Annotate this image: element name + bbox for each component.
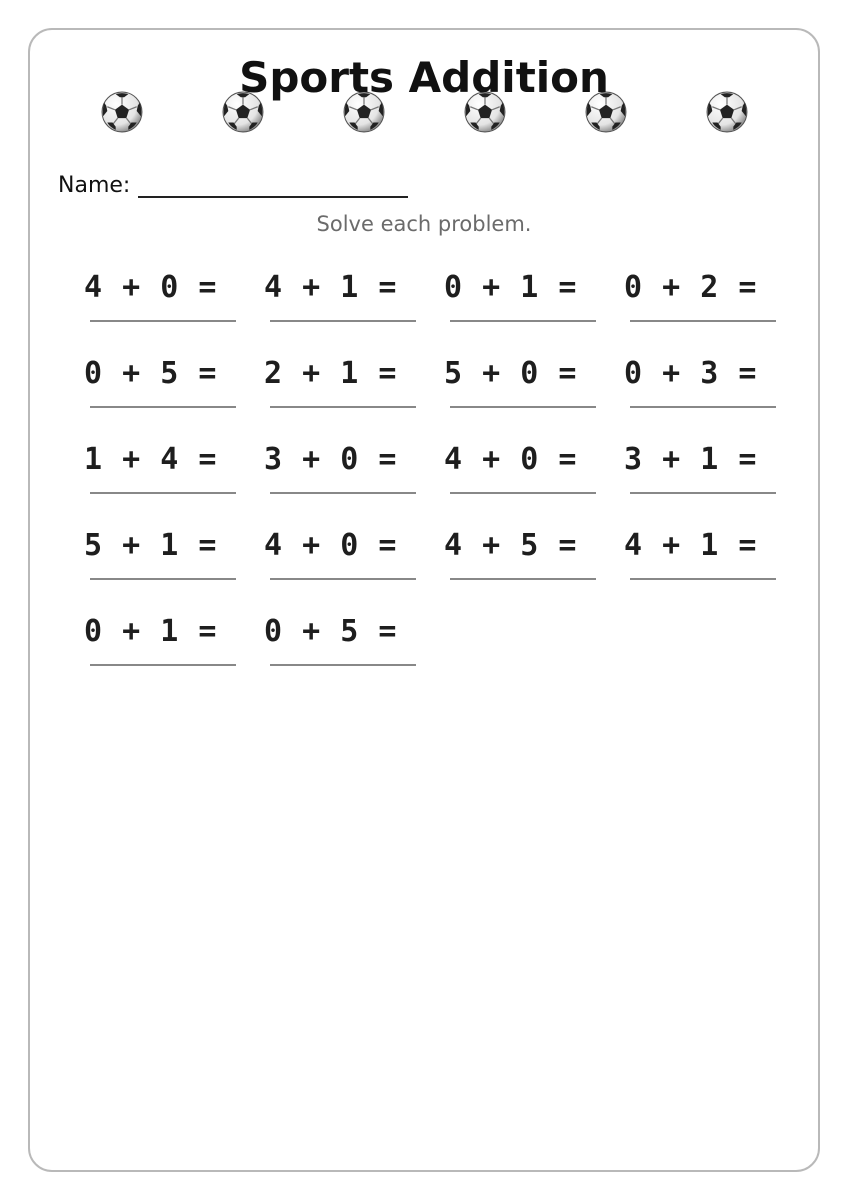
name-row — [58, 172, 408, 198]
answer-line[interactable] — [450, 492, 596, 494]
problem-equation: 5 + 1 = — [84, 528, 218, 563]
answer-line[interactable] — [90, 664, 236, 666]
problem-equation: 3 + 0 = — [264, 442, 398, 477]
answer-line[interactable] — [630, 578, 776, 580]
addition-problem — [84, 442, 234, 502]
problem-equation: 4 + 1 = — [624, 528, 758, 563]
worksheet-title: Sports Addition — [239, 53, 609, 102]
addition-problem — [84, 356, 234, 416]
answer-line[interactable] — [450, 320, 596, 322]
addition-problem — [264, 270, 414, 330]
worksheet-page — [28, 28, 820, 1172]
addition-problem — [444, 442, 594, 502]
problem-equation: 4 + 1 = — [264, 270, 398, 305]
problem-equation: 0 + 1 = — [444, 270, 578, 305]
answer-line[interactable] — [630, 492, 776, 494]
addition-problem — [624, 442, 774, 502]
answer-line[interactable] — [270, 492, 416, 494]
answer-line[interactable] — [270, 320, 416, 322]
answer-line[interactable] — [90, 492, 236, 494]
problem-equation: 0 + 1 = — [84, 614, 218, 649]
addition-problem — [624, 356, 774, 416]
answer-line[interactable] — [270, 406, 416, 408]
addition-problem — [84, 270, 234, 330]
answer-line[interactable] — [450, 406, 596, 408]
addition-problem — [84, 614, 234, 674]
addition-problem — [624, 528, 774, 588]
addition-problem — [264, 528, 414, 588]
problem-equation: 0 + 2 = — [624, 270, 758, 305]
answer-line[interactable] — [450, 578, 596, 580]
answer-line[interactable] — [270, 664, 416, 666]
addition-problem — [84, 528, 234, 588]
problem-equation: 5 + 0 = — [444, 356, 578, 391]
name-label: Name: — [58, 173, 131, 198]
answer-line[interactable] — [630, 406, 776, 408]
answer-line[interactable] — [90, 320, 236, 322]
addition-problem — [444, 528, 594, 588]
problem-equation: 4 + 0 = — [84, 270, 218, 305]
problem-equation: 0 + 3 = — [624, 356, 758, 391]
answer-line[interactable] — [90, 406, 236, 408]
instructions: Solve each problem. — [316, 212, 532, 236]
problem-equation: 1 + 4 = — [84, 442, 218, 477]
problem-equation: 0 + 5 = — [264, 614, 398, 649]
addition-problem — [444, 270, 594, 330]
problem-equation: 3 + 1 = — [624, 442, 758, 477]
addition-problem — [264, 442, 414, 502]
addition-problem — [264, 356, 414, 416]
problem-equation: 4 + 0 = — [444, 442, 578, 477]
problem-equation: 0 + 5 = — [84, 356, 218, 391]
problem-equation: 4 + 0 = — [264, 528, 398, 563]
problem-equation: 4 + 5 = — [444, 528, 578, 563]
addition-problem — [444, 356, 594, 416]
answer-line[interactable] — [90, 578, 236, 580]
answer-line[interactable] — [270, 578, 416, 580]
addition-problem — [264, 614, 414, 674]
addition-problem — [624, 270, 774, 330]
problem-equation: 2 + 1 = — [264, 356, 398, 391]
name-input-line[interactable] — [138, 172, 408, 198]
answer-line[interactable] — [630, 320, 776, 322]
